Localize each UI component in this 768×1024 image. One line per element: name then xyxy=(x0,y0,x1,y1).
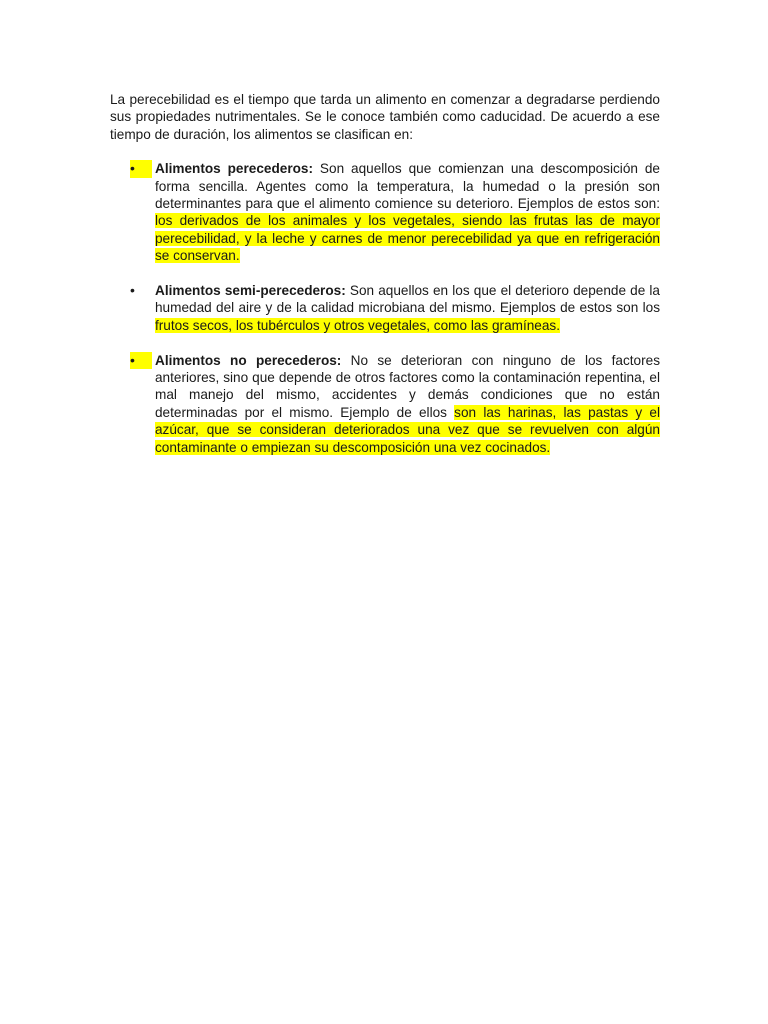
list-item-semi-perecederos xyxy=(110,282,660,334)
description-no-perecederos: No se deterioran con ninguno de los factores anteriores, sino que depende de otros factores como la contaminación repentina, el mal manejo del mismo, accidentes y demás condiciones que no están determinadas por el mismo. Ejemplo de ellos xyxy=(155,352,660,420)
list-item-no-perecederos xyxy=(110,352,660,456)
term-semi-perecederos: Alimentos semi-perecederos: xyxy=(155,283,346,299)
food-classification-list xyxy=(110,160,660,456)
description-perecederos: Son aquellos que comienzan una descomposición de forma sencilla. Agentes como la temperatura, la humedad o la presión son determinantes para que el alimento comience su deterioro. Ejemplos de estos son: xyxy=(155,161,660,212)
bullet-icon: • xyxy=(130,160,152,177)
description-semi-perecederos: Son aquellos en los que el deterioro depende de la humedad del aire y de la calidad microbiana del mismo. Ejemplos de estos son los xyxy=(155,283,660,316)
bullet-icon: • xyxy=(130,282,135,299)
highlighted-examples-perecederos: los derivados de los animales y los vegetales, siendo las frutas las de mayor perecebilidad, y la leche y carnes de menor perecebilidad ya que en refrigeración se conservan. xyxy=(155,213,660,264)
bullet-icon: • xyxy=(130,352,152,369)
list-item-perecederos xyxy=(110,160,660,264)
term-perecederos: Alimentos perecederos: xyxy=(155,161,314,177)
document-page xyxy=(110,91,660,473)
term-no-perecederos: Alimentos no perecederos: xyxy=(155,352,342,368)
highlighted-examples-no-perecederos: son las harinas, las pastas y el azúcar, que se consideran deteriorados una vez que se revuelven con algún contaminante o empiezan su descomposición una vez cocinados. xyxy=(155,404,660,455)
intro-paragraph: La perecebilidad es el tiempo que tarda un alimento en comenzar a degradarse perdiendo sus propiedades nutrimentales. Se le conoce también como caducidad. De acuerdo a ese tiempo de duración, los alimentos se clasifican en: xyxy=(110,92,660,142)
highlighted-examples-semi-perecederos: frutos secos, los tubérculos y otros vegetales, como las gramíneas. xyxy=(155,317,560,333)
